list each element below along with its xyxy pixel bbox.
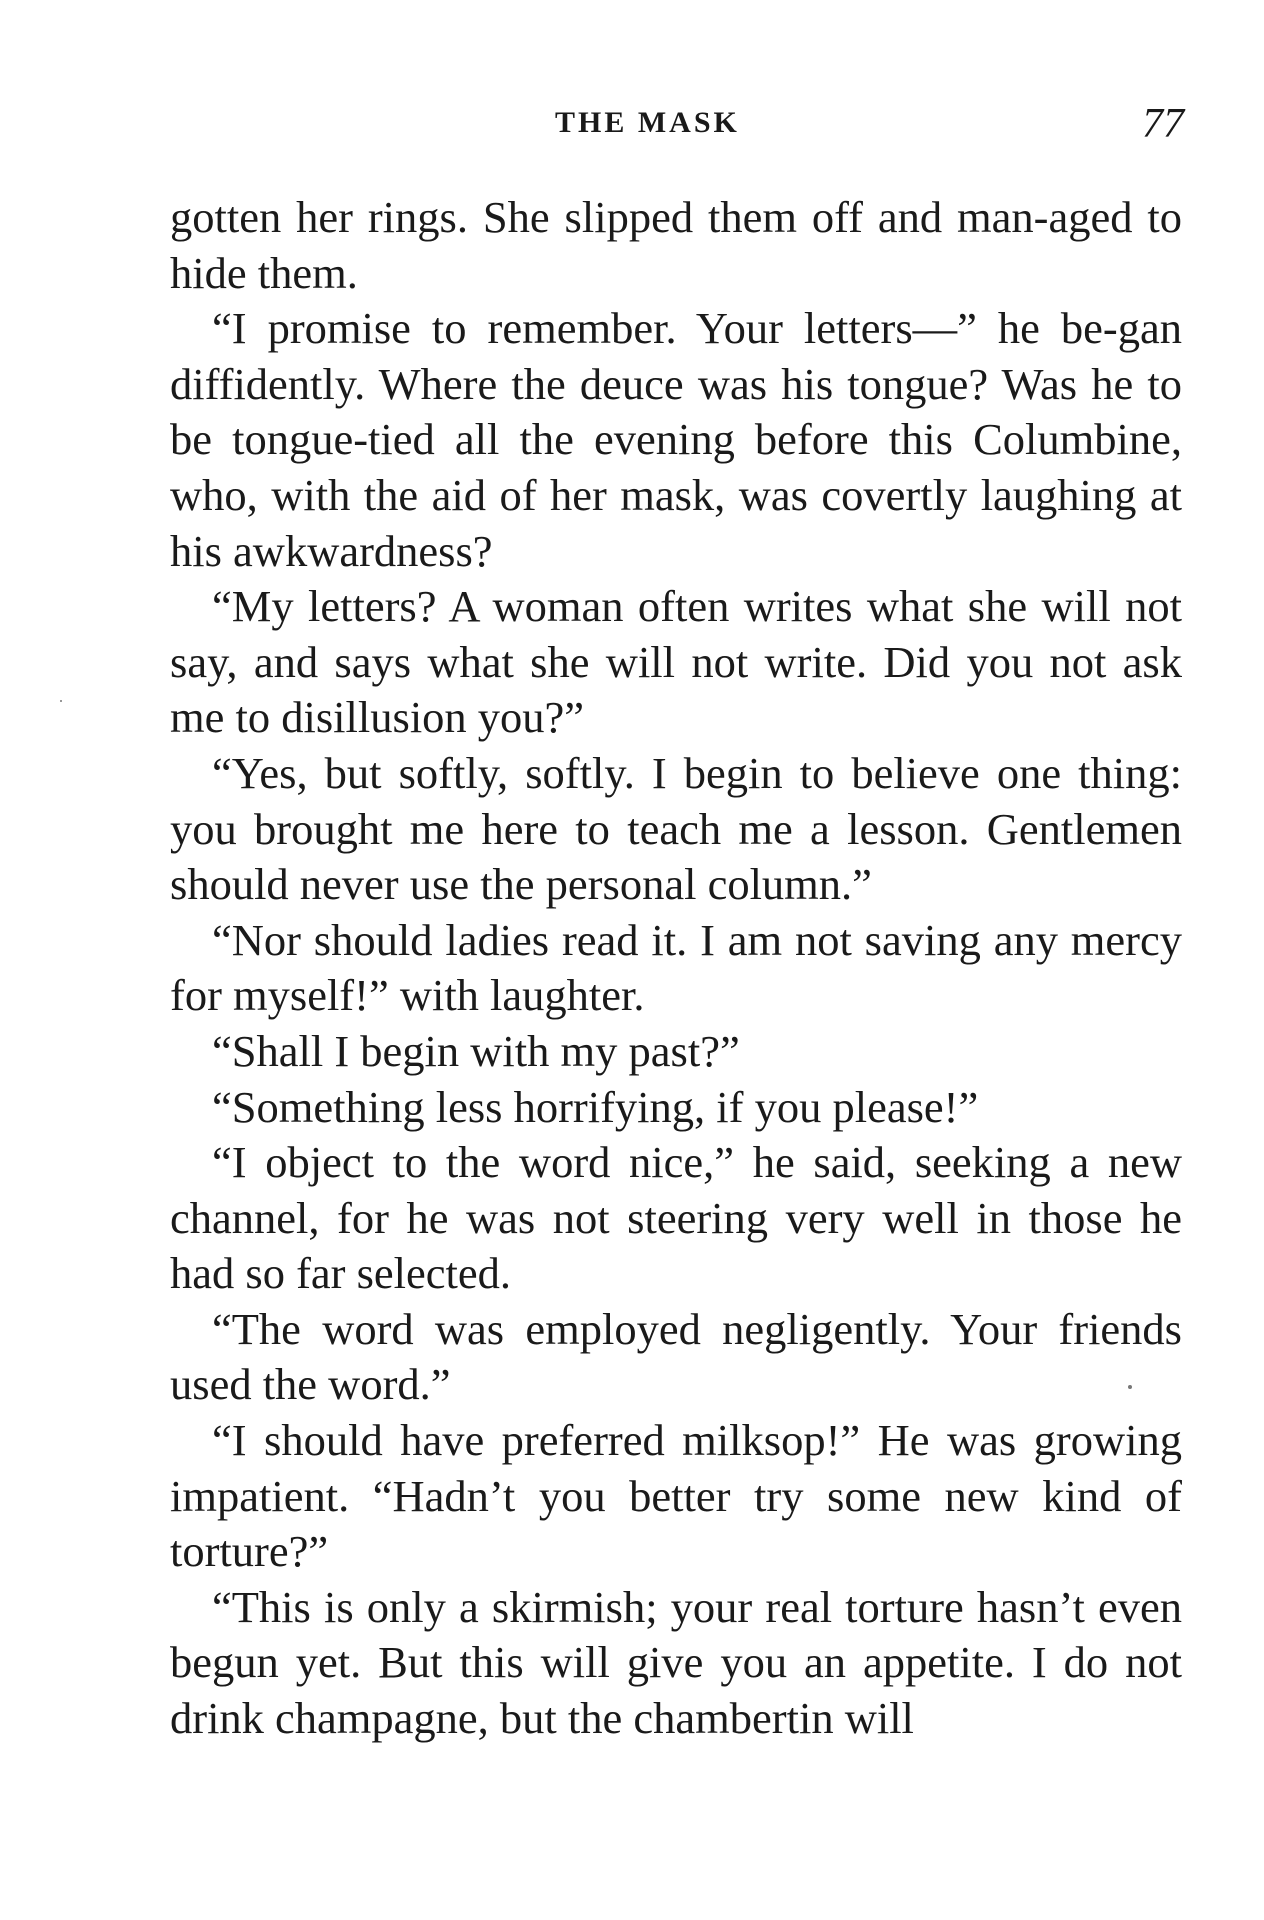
paragraph-9: “The word was employed negligently. Your friends used the word.” [170,1303,1182,1410]
paragraph-5: “Nor should ladies read it. I am not saving any mercy for myself!” with laughter. [170,914,1182,1021]
scan-speck [1128,1385,1132,1389]
paragraph-8: “I object to the word nice,” he said, seeking a new channel, for he was not steering very well in those he had so far selected. [170,1137,1182,1299]
paragraph-10: “I should have preferred milksop!” He was growing impatient. “Hadn’t you better try some new kind of torture?” [170,1415,1182,1577]
page-number: 77 [1142,101,1184,147]
scan-speck [60,700,62,702]
paragraph-7: “Something less horrifying, if you please!” [212,1081,979,1132]
paragraph-3: “My letters? A woman often writes what she will not say, and says what she will not write. Did you not ask me to disillusion you?” [170,581,1182,743]
paragraph-11: “This is only a skirmish; your real torture hasn’t even begun yet. But this will give you an appetite. I do not drink champagne, but the chambertin will [170,1581,1182,1744]
body-text [170,190,1182,1747]
running-head [0,100,1264,150]
paragraph-4: “Yes, but softly, softly. I begin to believe one thing: you brought me here to teach me a lesson. Gentlemen should never use the personal column.” [170,747,1182,910]
paragraph-6: “Shall I begin with my past?” [212,1025,740,1076]
paragraph-2: “I promise to remember. Your letters—” he be-gan diffidently. Where the deuce was his tongue? Was he to be tongue-tied all the evening before this Columbine, who, with the aid of her mask, was covertly laughing at his awkwardness? [170,303,1182,576]
paragraph-1: gotten her rings. She slipped them off and man-aged to hide them. [170,192,1182,298]
running-head-title: THE MASK [555,106,740,139]
